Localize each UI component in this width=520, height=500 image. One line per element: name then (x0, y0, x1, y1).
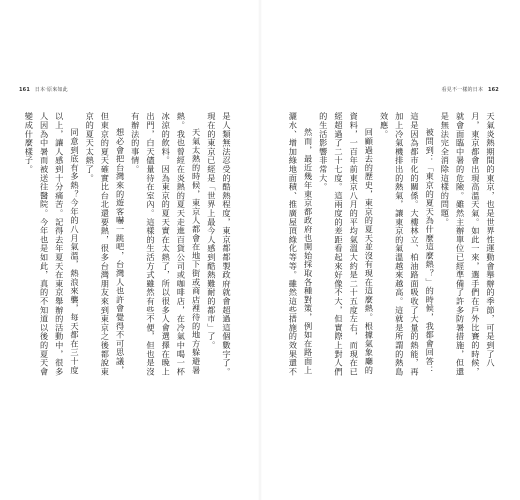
left-page-number: 161 (19, 87, 31, 93)
left-page-body (22, 112, 234, 380)
left-paragraph-4: 同意到底有多熱？今年的八月氣溫，熱浪來襲，每天都在三十度以上，讓人感到十分痛苦。記得去年夏天在東京舉辦的活動中，很多人因為中暑而被送往醫院。今年也是如此，真的不知道以後的夏天會變成什麼樣子。 (24, 112, 80, 376)
left-running-head: 日本‧原來如此 (34, 87, 68, 93)
right-running-head: 看見不一樣的日本 (441, 87, 484, 93)
left-page (0, 0, 258, 500)
left-paragraph-1: 是人類無法忍受的酷熱程度，東京都都製政府就會超過這個數字了。現在的東京已經是「世界上最今人感到酷熱難耐的都市」了。 (206, 112, 232, 376)
right-page-number: 162 (487, 87, 499, 93)
left-paragraph-2: 天氣太熱的時候，東京人都會在地下街或商店裡待的地方躲避暑熱。我也曾經在炎熱的夏天走進百貨公司或咖啡店，在冷氣中喝一杯冰涼的飲料。因為東京的夏天實在太熱了，所以很多人會選擇在晚上出門，白天儘量待在室內。這樣的生活方式雖然有些不便，但也是沒有辦法的事情。 (130, 112, 202, 376)
left-running-header (16, 86, 68, 93)
left-paragraph-3: 想必會把台灣來的遊客嚇一跳吧，台灣人也許會覺得不可思議，但東京的夏天確實比台北還要熱，很多台灣朋友來到東京之後都說東京的夏天太熱了。 (85, 112, 126, 376)
right-running-header (442, 86, 502, 93)
right-paragraph-2: 被問到：「東京的夏天為什麼這麼熱？」的時候，我都會回答：這是因為都市化的關係。大樓林立、柏油路面吸收了大量的熱能，再加上冷氣機排出的熱氣，讓東京的氣溫越來越高。這就是所謂的熱島效應。 (379, 112, 436, 376)
right-page (262, 0, 520, 500)
right-page-body (284, 112, 498, 380)
right-paragraph-3: 回顧過去的歷史，東京的夏天並沒有現在這麼熱。根據氣象廳的資料，一百年前東京八月的平均氣溫大約是二十五度左右，而現在已經超過了二十七度。這兩度的差距看起來好像不大，但實際上對人們的生活影響非常大。 (318, 112, 375, 376)
right-paragraph-4: 然而，最近幾年東京都政府也開始採取各種對策，例如在路面上灑水、增加綠地面積、推廣屋頂綠化等等。雖然這些措施的效果還不 (288, 112, 314, 376)
right-paragraph-1: 天氣炎熱期間的東京，也是世界性運動會舉辦的季節，可是到了八月，東京都會出現高溫天氣。如此一來，選手們在戶外比賽的時候，就會面臨中暑的危險。雖然主辦單位已經準備了許多防暑措施，但還是無法完全消除這樣的問題。 (440, 112, 496, 376)
